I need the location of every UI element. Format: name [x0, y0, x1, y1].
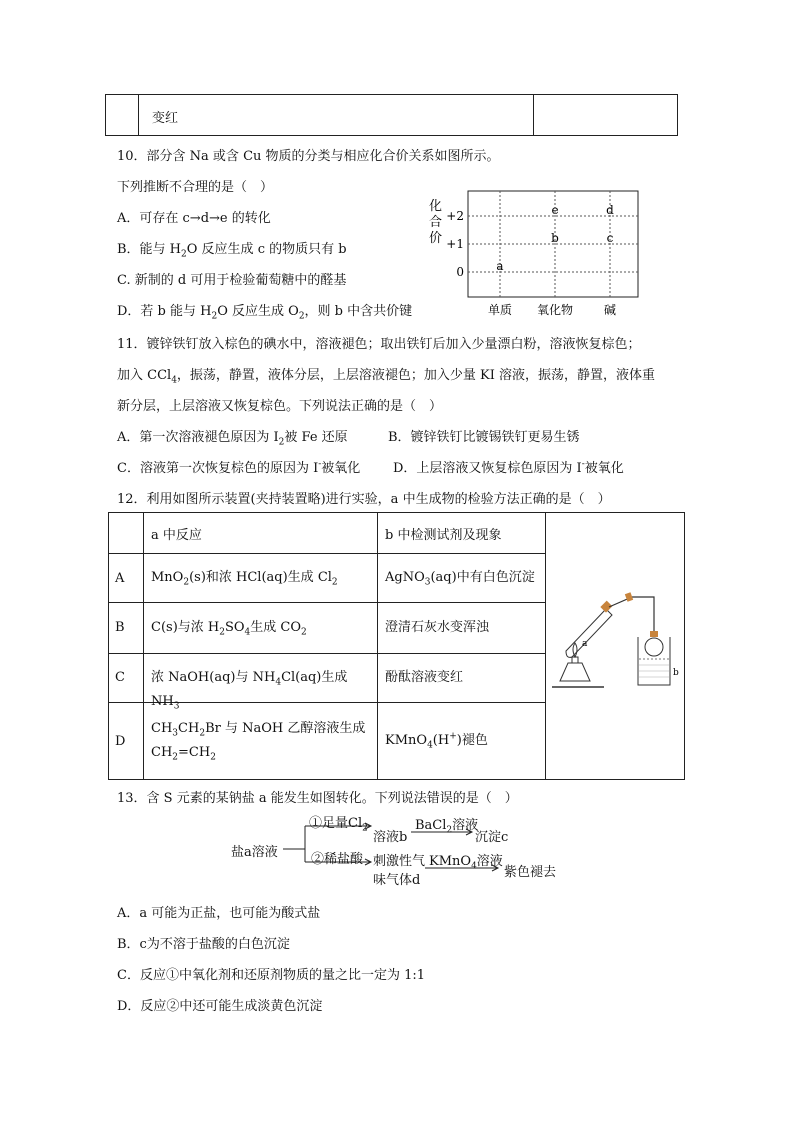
q11-option-b: B．镀锌铁钉比镀锡铁钉更易生锈 — [388, 430, 580, 445]
q12-table — [108, 512, 685, 780]
apparatus-cell — [546, 513, 685, 780]
header-reaction: a 中反应 — [144, 513, 378, 554]
delivery-tube — [609, 597, 654, 631]
y-tick-label: +2 — [446, 209, 464, 223]
detection-text: AgNO$_3$(aq)中有白色沉淀 — [385, 570, 535, 588]
header-detection: b 中检测试剂及现象 — [378, 513, 546, 554]
detection-text: 酚酞溶液变红 — [385, 669, 464, 685]
q13-stem: 13．含 S 元素的某钠盐 a 能发生如图转化。下列说法错误的是（ ） — [117, 791, 518, 806]
detection-cell — [378, 554, 546, 603]
apparatus-image — [546, 513, 684, 775]
detection-cell — [378, 602, 546, 653]
row-label: A — [109, 554, 144, 603]
row-label: C — [109, 653, 144, 703]
q11-line2: 加入 CCl$_4$，振荡，静置，液体分层，上层溶液褪色；加入少量 KI 溶液，振荡，静置，液体重 — [117, 368, 656, 386]
q10-option-d: D．若 b 能与 $H_2O$ 反应生成 $O_2$，则 b 中含共价键 — [117, 304, 413, 322]
point-d: d — [606, 203, 614, 217]
reaction-cell — [144, 602, 378, 653]
q12-stem: 12．利用如图所示装置(夹持装置略)进行实验，a 中生成物的检验方法正确的是（ ） — [117, 492, 611, 507]
y-axis-label-char: 合 — [429, 215, 443, 230]
top-table-fragment — [105, 94, 678, 136]
x-category-label: 单质 — [487, 303, 513, 317]
scheme-reagent2: KMnO$_4$溶液 — [429, 854, 503, 872]
reaction-cell — [144, 554, 378, 603]
detection-cell — [378, 653, 546, 703]
detection-cell — [378, 703, 546, 780]
reaction-text: C(s)与浓 $H_2SO_4$生成 $CO_2$ — [151, 619, 307, 638]
q13-option-c: C．反应①中氧化剂和还原剂物质的量之比一定为 1:1 — [117, 968, 426, 983]
row-label: D — [109, 703, 144, 780]
point-e: e — [551, 203, 559, 217]
y-axis-label-char: 价 — [429, 231, 443, 246]
beaker-b — [638, 631, 670, 685]
q13-option-b: B．c为不溶于盐酸的白色沉淀 — [117, 937, 290, 952]
table-cell — [109, 513, 144, 554]
connector — [625, 592, 633, 602]
q10-ask: 下列推断不合理的是（ ） — [117, 180, 274, 195]
q11-option-d: D．上层溶液又恢复棕色原因为 I-被氧化 — [393, 459, 624, 476]
y-tick-label: 0 — [456, 265, 464, 279]
reaction-cell — [144, 703, 378, 780]
x-category-label: 氧化物 — [536, 303, 574, 317]
q11-line1: 11．镀锌铁钉放入棕色的碘水中，溶液褪色；取出铁钉后加入少量漂白粉，溶液恢复棕色； — [117, 337, 641, 352]
scheme-step2: ②稀盐酸 — [311, 852, 364, 867]
detection-text: 澄清石灰水变浑浊 — [385, 619, 490, 635]
scheme-step1: ①足量$Cl_2$ — [309, 816, 368, 834]
q11-option-a: A．第一次溶液褪色原因为 $I_2$被 Fe 还原 — [117, 430, 348, 448]
point-c: c — [606, 231, 614, 245]
scheme-reagent1: BaCl$_2$溶液 — [415, 818, 479, 836]
label-b: b — [673, 668, 679, 678]
q13-option-a: A．a 可能为正盐，也可能为酸式盐 — [117, 906, 321, 921]
point-b: b — [551, 231, 559, 245]
point-a: a — [496, 259, 504, 273]
row-label: B — [109, 602, 144, 653]
scheme-gas-line2: 味气体d — [373, 873, 421, 888]
reaction-text-line2: $CH_2=CH_2$ — [151, 745, 216, 763]
scheme-product3: 紫色褪去 — [504, 865, 557, 880]
label-a: a — [582, 639, 588, 649]
reaction-cell — [144, 653, 378, 712]
q13-option-d: D．反应②中还可能生成淡黄色沉淀 — [117, 999, 323, 1014]
q10-option-c: C. 新制的 d 可用于检验葡萄糖中的醛基 — [117, 273, 347, 288]
scheme-product2: 沉淀c — [475, 830, 509, 845]
table-row — [109, 513, 685, 554]
q10-option-b: B．能与 $H_2O$ 反应生成 c 的物质只有 b — [117, 242, 347, 260]
scheme-gas-line1: 刺激性气 — [373, 854, 426, 869]
q10-stem: 10．部分含 Na 或含 Cu 物质的分类与相应化合价关系如图所示。 — [117, 149, 500, 164]
q11-option-c: C．溶液第一次恢复棕色的原因为 I-被氧化 — [117, 459, 361, 476]
table-cell-text: 变红 — [152, 111, 179, 126]
y-tick-label: +1 — [446, 237, 464, 251]
chart-points — [496, 203, 614, 273]
table-divider — [138, 95, 139, 135]
reaction-text: $CH_3CH_2Br$ 与 NaOH 乙醇溶液生成 — [151, 721, 366, 739]
chart-y-ticks — [446, 209, 464, 279]
q11-line3: 新分层，上层溶液又恢复棕色。下列说法正确的是（ ） — [117, 399, 443, 414]
valence-chart — [420, 186, 650, 321]
chart-y-label — [429, 199, 442, 246]
reaction-text: MnO$_2$(s)和浓 HCl(aq)生成 $Cl_2$ — [151, 570, 338, 588]
detection-text: KMnO$_4$(H+)褪色 — [385, 731, 488, 751]
q10-option-a: A．可存在 c→d→e 的转化 — [117, 211, 271, 226]
chart-x-ticks — [488, 302, 616, 317]
scheme-start: 盐a溶液 — [231, 845, 278, 860]
table-divider — [533, 95, 534, 135]
reaction-scheme — [225, 812, 575, 892]
reaction-text: 浓 NaOH(aq)与 $NH_4Cl(aq)$生成 $NH_3$ — [151, 669, 348, 712]
y-axis-label-char: 化 — [429, 199, 443, 214]
x-category-label: 碱 — [603, 303, 617, 317]
scheme-product1: 溶液b — [373, 830, 408, 845]
